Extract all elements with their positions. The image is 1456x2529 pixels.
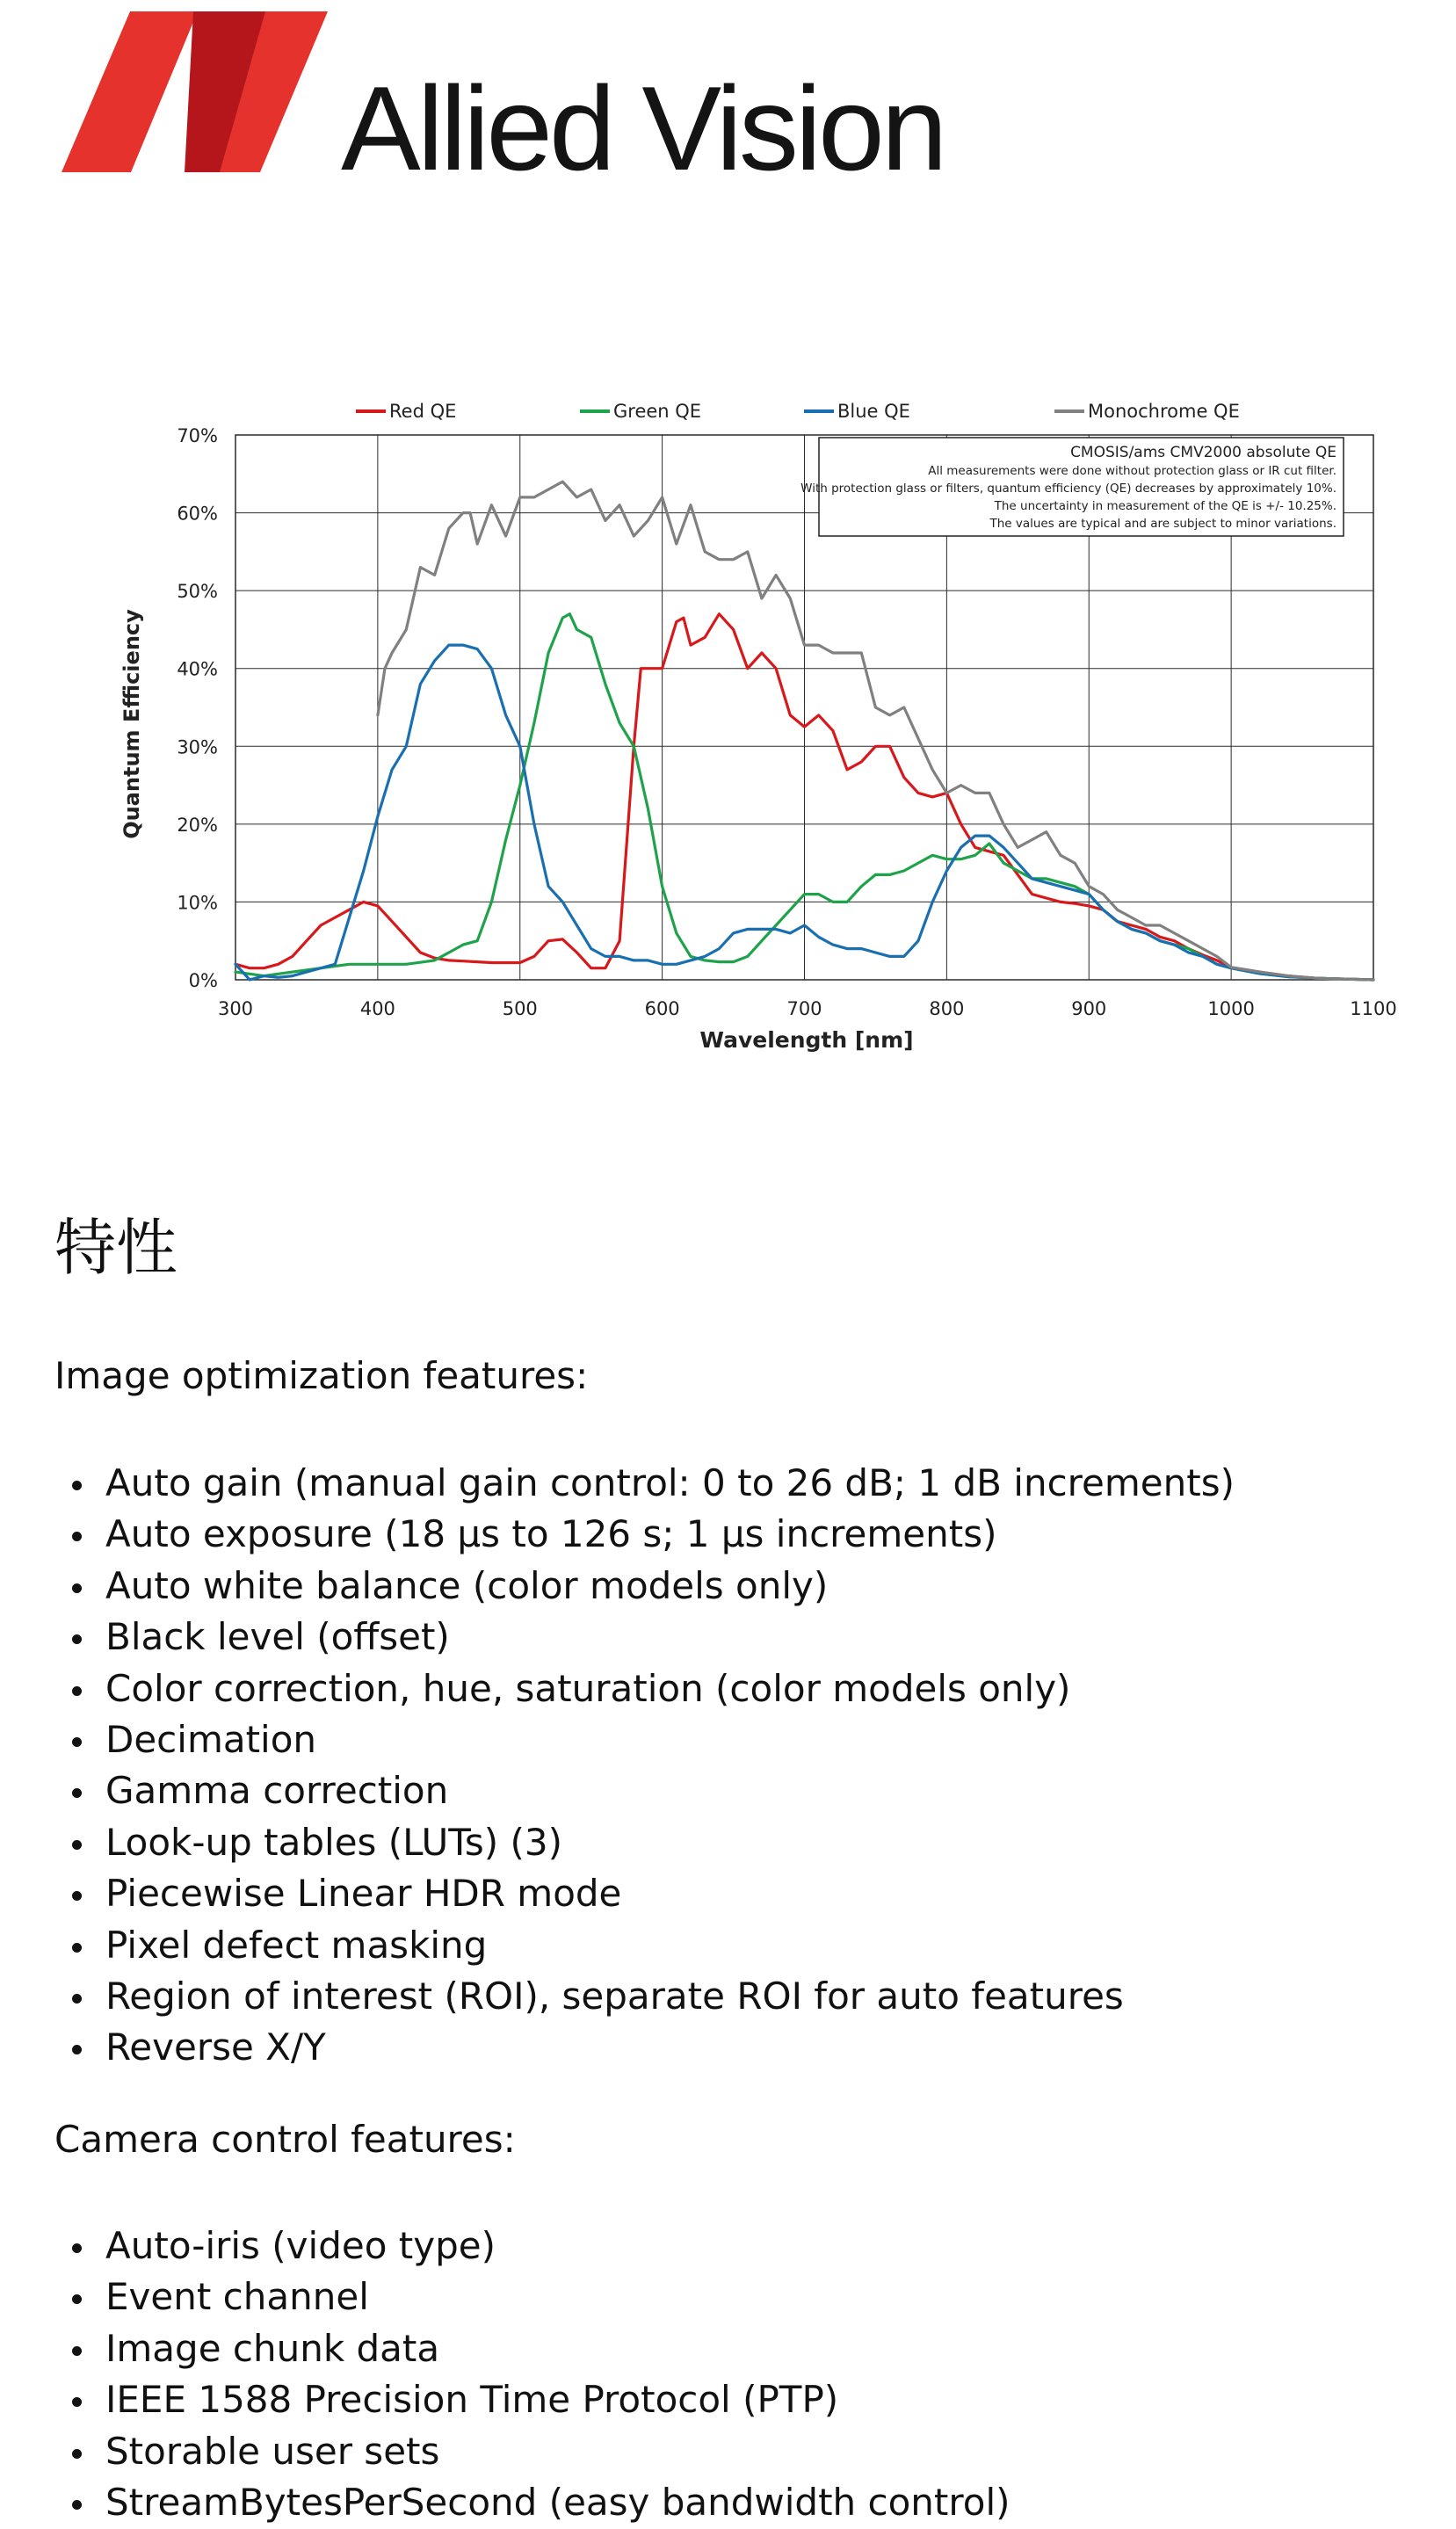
x-tick-label: 800 xyxy=(929,998,965,1019)
x-tick-label: 600 xyxy=(644,998,680,1019)
list-item: Reverse X/Y xyxy=(54,2022,1235,2073)
annotation-line: The uncertainty in measurement of the QE is +/- 10.25%. xyxy=(994,499,1336,513)
list-item: Region of interest (ROI), separate ROI for auto features xyxy=(54,1971,1235,2022)
y-tick-label: 60% xyxy=(177,503,218,525)
list-item: Decimation xyxy=(54,1714,1235,1765)
list-item: Color correction, hue, saturation (color models only) xyxy=(54,1663,1235,1714)
list-item: Event channel xyxy=(54,2272,1011,2322)
x-tick-label: 1100 xyxy=(1350,998,1397,1019)
logo-mark-left-stroke xyxy=(62,11,198,172)
list-item: IEEE 1588 Precision Time Protocol (PTP) xyxy=(54,2374,1011,2425)
allied-vision-logo-mark-icon xyxy=(62,7,343,183)
list-item: StreamBytesPerSecond (easy bandwidth control) xyxy=(54,2477,1011,2528)
series-line-monochrome-qe xyxy=(378,482,1373,980)
x-tick-label: 300 xyxy=(217,998,254,1019)
x-tick-label: 500 xyxy=(502,998,538,1019)
annotation-line: All measurements were done without protection glass or IR cut filter. xyxy=(928,464,1336,478)
x-tick-label: 400 xyxy=(359,998,395,1019)
list-item: Auto gain (manual gain control: 0 to 26 dB; 1 dB increments) xyxy=(54,1458,1235,1509)
camera-features-list xyxy=(54,2221,1011,2528)
y-tick-label: 50% xyxy=(177,581,218,603)
y-tick-label: 40% xyxy=(177,658,218,680)
list-item: Storable user sets xyxy=(54,2426,1011,2477)
x-tick-label: 900 xyxy=(1071,998,1107,1019)
list-item: Auto exposure (18 μs to 126 s; 1 μs increments) xyxy=(54,1509,1235,1560)
list-item: Auto-iris (video type) xyxy=(54,2221,1011,2272)
list-item: Image chunk data xyxy=(54,2323,1011,2374)
list-item: Pixel defect masking xyxy=(54,1920,1235,1971)
logo-wordmark: Allied Vision xyxy=(341,62,945,195)
image-features-list xyxy=(54,1458,1235,2074)
y-tick-label: 0% xyxy=(188,970,218,991)
section-title: 特性 xyxy=(54,1212,177,1284)
annotation-line: With protection glass or filters, quantum efficiency (QE) decreases by approximately 10%. xyxy=(800,482,1336,496)
image-features-heading: Image optimization features: xyxy=(54,1354,589,1397)
legend-label: Monochrome QE xyxy=(1088,401,1240,422)
x-tick-label: 700 xyxy=(786,998,822,1019)
y-tick-label: 10% xyxy=(177,892,218,914)
legend-label: Red QE xyxy=(389,401,457,422)
legend-label: Green QE xyxy=(613,401,702,422)
annotation-line: The values are typical and are subject to minor variations. xyxy=(989,517,1336,531)
legend-label: Blue QE xyxy=(837,401,910,422)
y-tick-label: 20% xyxy=(177,814,218,836)
annotation-line: CMOSIS/ams CMV2000 absolute QE xyxy=(1070,444,1336,461)
y-tick-label: 30% xyxy=(177,736,218,758)
quantum-efficiency-chart xyxy=(0,378,1456,1081)
list-item: Piecewise Linear HDR mode xyxy=(54,1868,1235,1919)
list-item: Black level (offset) xyxy=(54,1612,1235,1663)
y-tick-label: 70% xyxy=(177,425,218,446)
list-item: Auto white balance (color models only) xyxy=(54,1561,1235,1612)
allied-vision-logo xyxy=(62,7,945,195)
y-axis-label: Quantum Efficiency xyxy=(120,609,144,839)
camera-features-heading: Camera control features: xyxy=(54,2118,516,2161)
list-item: Gamma correction xyxy=(54,1765,1235,1816)
x-tick-label: 1000 xyxy=(1207,998,1255,1019)
list-item: Look-up tables (LUTs) (3) xyxy=(54,1817,1235,1868)
chart-annotation xyxy=(800,438,1344,536)
chart-legend xyxy=(356,401,1240,422)
x-axis-label: Wavelength [nm] xyxy=(699,1027,914,1053)
